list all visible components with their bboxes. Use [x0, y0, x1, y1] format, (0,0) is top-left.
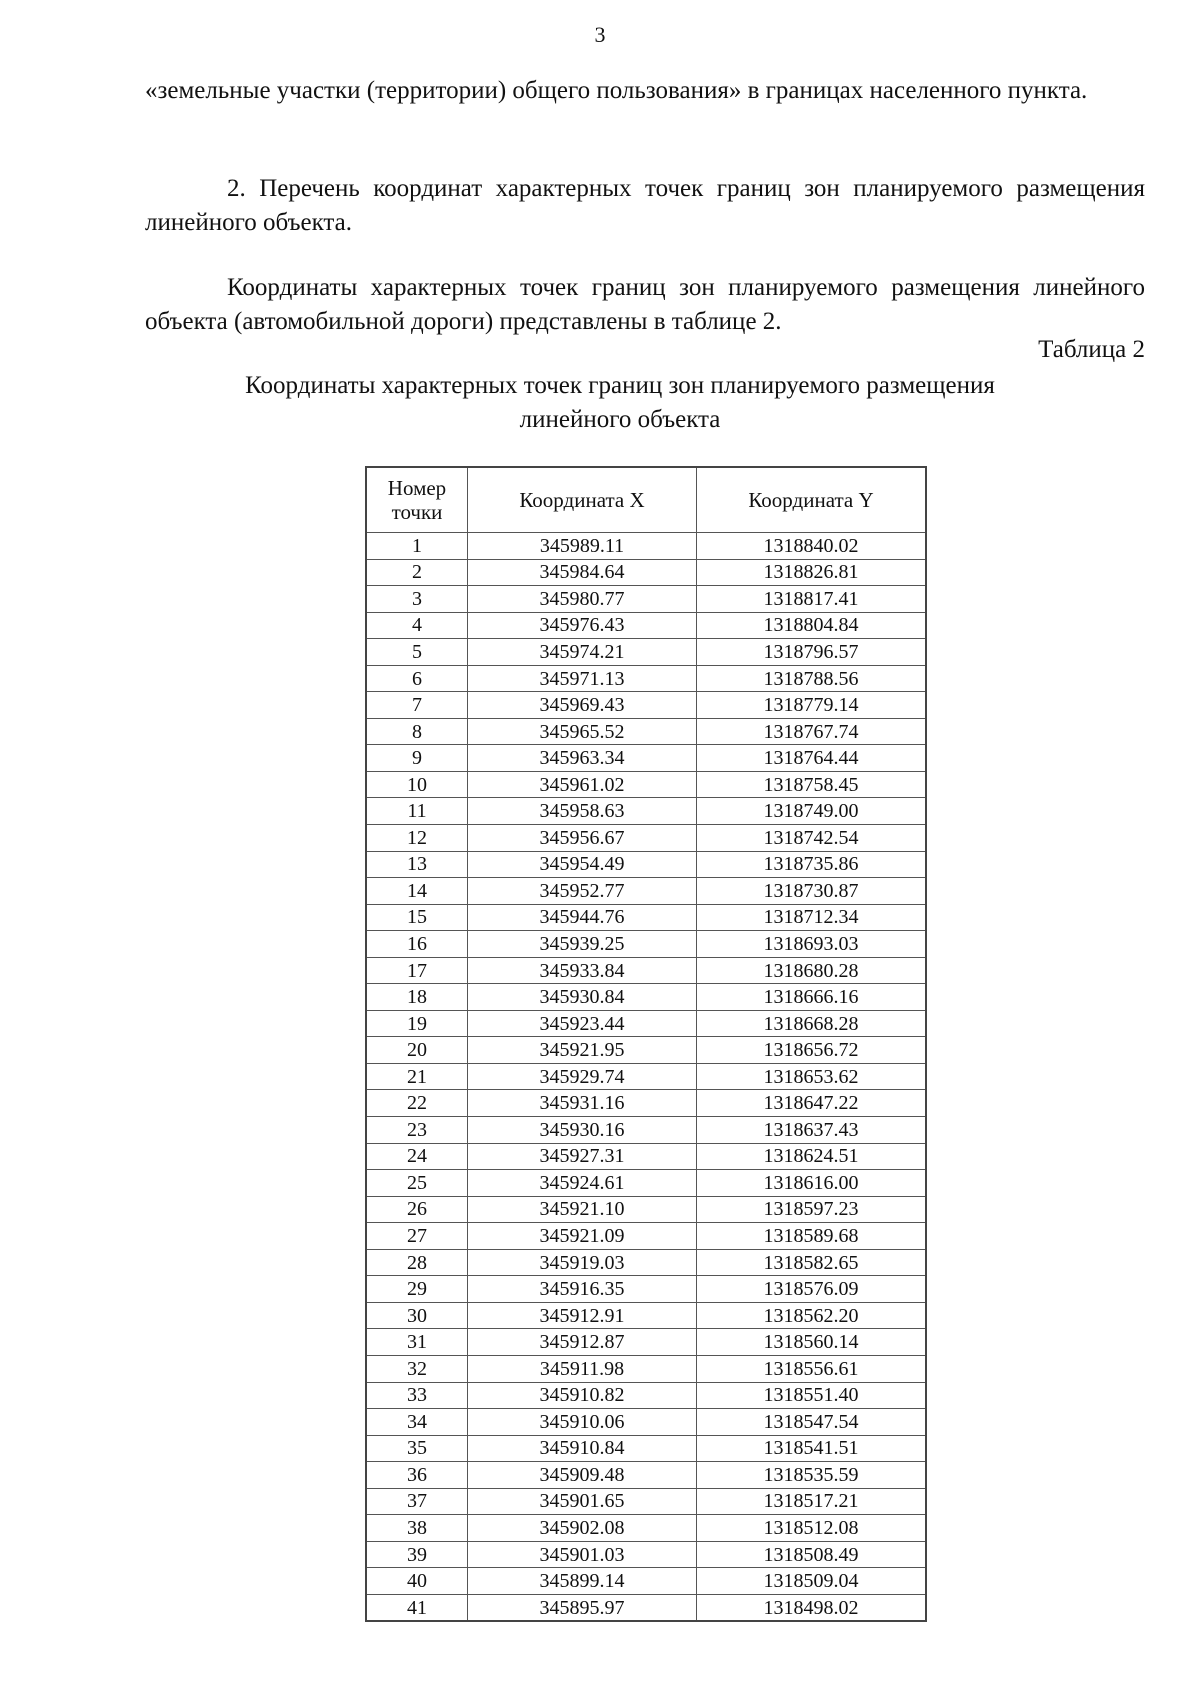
table-row — [366, 771, 926, 798]
cell-coord-x: 345899.14 — [468, 1568, 697, 1595]
cell-point-number: 16 — [366, 931, 468, 958]
table-title: Координаты характерных точек границ зон планируемого размещения линейного объекта — [245, 372, 995, 433]
cell-coord-x: 345952.77 — [468, 878, 697, 905]
cell-point-number: 26 — [366, 1196, 468, 1223]
cell-coord-y: 1318788.56 — [697, 665, 927, 692]
table-row — [366, 1515, 926, 1542]
cell-coord-x: 345923.44 — [468, 1010, 697, 1037]
cell-coord-x: 345910.84 — [468, 1435, 697, 1462]
cell-coord-x: 345944.76 — [468, 904, 697, 931]
cell-coord-x: 345965.52 — [468, 718, 697, 745]
cell-point-number: 11 — [366, 798, 468, 825]
table-row — [366, 1355, 926, 1382]
table-row — [366, 1594, 926, 1621]
cell-coord-x: 345971.13 — [468, 665, 697, 692]
cell-coord-x: 345921.10 — [468, 1196, 697, 1223]
cell-point-number: 13 — [366, 851, 468, 878]
cell-point-number: 8 — [366, 718, 468, 745]
cell-coord-y: 1318817.41 — [697, 586, 927, 613]
cell-coord-x: 345974.21 — [468, 639, 697, 666]
cell-coord-x: 345924.61 — [468, 1170, 697, 1197]
cell-coord-x: 345958.63 — [468, 798, 697, 825]
cell-point-number: 34 — [366, 1409, 468, 1436]
table-row — [366, 692, 926, 719]
cell-point-number: 19 — [366, 1010, 468, 1037]
cell-coord-y: 1318749.00 — [697, 798, 927, 825]
cell-point-number: 17 — [366, 957, 468, 984]
cell-coord-x: 345939.25 — [468, 931, 697, 958]
cell-coord-y: 1318656.72 — [697, 1037, 927, 1064]
cell-point-number: 23 — [366, 1117, 468, 1144]
cell-coord-x: 345911.98 — [468, 1355, 697, 1382]
table-row — [366, 957, 926, 984]
cell-point-number: 7 — [366, 692, 468, 719]
table-row — [366, 931, 926, 958]
cell-point-number: 35 — [366, 1435, 468, 1462]
cell-coord-x: 345956.67 — [468, 825, 697, 852]
cell-point-number: 12 — [366, 825, 468, 852]
cell-coord-y: 1318647.22 — [697, 1090, 927, 1117]
cell-coord-y: 1318804.84 — [697, 612, 927, 639]
table-row — [366, 718, 926, 745]
cell-point-number: 40 — [366, 1568, 468, 1595]
cell-point-number: 39 — [366, 1541, 468, 1568]
table-row — [366, 904, 926, 931]
table-row — [366, 1382, 926, 1409]
table-row — [366, 1117, 926, 1144]
table-row — [366, 1196, 926, 1223]
table-row — [366, 1037, 926, 1064]
table-row — [366, 798, 926, 825]
cell-coord-y: 1318582.65 — [697, 1249, 927, 1276]
table-row — [366, 612, 926, 639]
cell-coord-y: 1318562.20 — [697, 1302, 927, 1329]
cell-coord-y: 1318668.28 — [697, 1010, 927, 1037]
table-row — [366, 1462, 926, 1489]
cell-point-number: 20 — [366, 1037, 468, 1064]
cell-coord-y: 1318779.14 — [697, 692, 927, 719]
cell-coord-x: 345984.64 — [468, 559, 697, 586]
header-point-number: Номер точки — [366, 467, 468, 533]
cell-coord-x: 345930.16 — [468, 1117, 697, 1144]
cell-coord-x: 345963.34 — [468, 745, 697, 772]
cell-coord-x: 345954.49 — [468, 851, 697, 878]
cell-point-number: 18 — [366, 984, 468, 1011]
cell-coord-y: 1318764.44 — [697, 745, 927, 772]
cell-coord-x: 345919.03 — [468, 1249, 697, 1276]
cell-coord-x: 345927.31 — [468, 1143, 697, 1170]
cell-coord-x: 345909.48 — [468, 1462, 697, 1489]
cell-point-number: 15 — [366, 904, 468, 931]
cell-coord-y: 1318826.81 — [697, 559, 927, 586]
cell-point-number: 36 — [366, 1462, 468, 1489]
table-row — [366, 1090, 926, 1117]
cell-coord-x: 345902.08 — [468, 1515, 697, 1542]
table-row — [366, 586, 926, 613]
cell-coord-x: 345980.77 — [468, 586, 697, 613]
cell-point-number: 37 — [366, 1488, 468, 1515]
cell-coord-x: 345912.87 — [468, 1329, 697, 1356]
cell-coord-y: 1318758.45 — [697, 771, 927, 798]
cell-coord-y: 1318541.51 — [697, 1435, 927, 1462]
cell-coord-y: 1318597.23 — [697, 1196, 927, 1223]
cell-coord-x: 345912.91 — [468, 1302, 697, 1329]
cell-coord-y: 1318693.03 — [697, 931, 927, 958]
table-row — [366, 1541, 926, 1568]
cell-coord-y: 1318512.08 — [697, 1515, 927, 1542]
cell-point-number: 4 — [366, 612, 468, 639]
cell-coord-x: 345921.09 — [468, 1223, 697, 1250]
cell-coord-x: 345910.06 — [468, 1409, 697, 1436]
cell-point-number: 31 — [366, 1329, 468, 1356]
cell-point-number: 5 — [366, 639, 468, 666]
cell-coord-y: 1318680.28 — [697, 957, 927, 984]
cell-coord-y: 1318653.62 — [697, 1063, 927, 1090]
cell-coord-x: 345931.16 — [468, 1090, 697, 1117]
cell-coord-y: 1318589.68 — [697, 1223, 927, 1250]
cell-coord-x: 345976.43 — [468, 612, 697, 639]
coordinates-table — [365, 466, 927, 1622]
table-row — [366, 984, 926, 1011]
table-row — [366, 1488, 926, 1515]
cell-coord-y: 1318624.51 — [697, 1143, 927, 1170]
cell-coord-x: 345969.43 — [468, 692, 697, 719]
cell-coord-y: 1318576.09 — [697, 1276, 927, 1303]
table-row — [366, 745, 926, 772]
table-row — [366, 533, 926, 560]
table-row — [366, 1143, 926, 1170]
cell-point-number: 2 — [366, 559, 468, 586]
table-row — [366, 1276, 926, 1303]
cell-point-number: 10 — [366, 771, 468, 798]
cell-point-number: 29 — [366, 1276, 468, 1303]
table-row — [366, 878, 926, 905]
cell-point-number: 14 — [366, 878, 468, 905]
cell-point-number: 30 — [366, 1302, 468, 1329]
cell-coord-x: 345961.02 — [468, 771, 697, 798]
cell-coord-y: 1318796.57 — [697, 639, 927, 666]
cell-coord-x: 345989.11 — [468, 533, 697, 560]
cell-coord-y: 1318840.02 — [697, 533, 927, 560]
cell-point-number: 28 — [366, 1249, 468, 1276]
paragraph-intro: «земельные участки (территории) общего пользования» в границах населенного пункта. — [145, 77, 1088, 104]
cell-coord-y: 1318767.74 — [697, 718, 927, 745]
table-row — [366, 1010, 926, 1037]
cell-point-number: 41 — [366, 1594, 468, 1621]
cell-point-number: 3 — [366, 586, 468, 613]
table-row — [366, 851, 926, 878]
table-row — [366, 1063, 926, 1090]
table-row — [366, 1249, 926, 1276]
paragraph-description: Координаты характерных точек границ зон планируемого размещения линейного объекта (автомобильной дороги) представлены в таблице 2. — [145, 274, 1145, 335]
table-row — [366, 1302, 926, 1329]
cell-coord-y: 1318508.49 — [697, 1541, 927, 1568]
table-row — [366, 639, 926, 666]
cell-coord-x: 345901.03 — [468, 1541, 697, 1568]
cell-coord-y: 1318637.43 — [697, 1117, 927, 1144]
section-heading: 2. Перечень координат характерных точек границ зон планируемого размещения линейного объекта. — [145, 175, 1145, 236]
cell-coord-y: 1318712.34 — [697, 904, 927, 931]
cell-point-number: 22 — [366, 1090, 468, 1117]
cell-coord-y: 1318730.87 — [697, 878, 927, 905]
table-row — [366, 1170, 926, 1197]
cell-point-number: 33 — [366, 1382, 468, 1409]
cell-coord-x: 345921.95 — [468, 1037, 697, 1064]
header-coord-x: Координата X — [468, 467, 697, 533]
cell-coord-x: 345895.97 — [468, 1594, 697, 1621]
page-number: 3 — [594, 22, 606, 47]
table-row — [366, 1409, 926, 1436]
table-row — [366, 1329, 926, 1356]
cell-coord-y: 1318735.86 — [697, 851, 927, 878]
table-row — [366, 825, 926, 852]
cell-coord-x: 345901.65 — [468, 1488, 697, 1515]
cell-coord-x: 345916.35 — [468, 1276, 697, 1303]
table-row — [366, 1223, 926, 1250]
cell-point-number: 27 — [366, 1223, 468, 1250]
cell-point-number: 38 — [366, 1515, 468, 1542]
table-label: Таблица 2 — [1038, 336, 1145, 363]
cell-coord-y: 1318616.00 — [697, 1170, 927, 1197]
cell-point-number: 24 — [366, 1143, 468, 1170]
table-body — [366, 533, 926, 1622]
cell-coord-x: 345929.74 — [468, 1063, 697, 1090]
table-row — [366, 1568, 926, 1595]
cell-coord-y: 1318498.02 — [697, 1594, 927, 1621]
header-coord-y: Координата Y — [697, 467, 927, 533]
cell-coord-y: 1318547.54 — [697, 1409, 927, 1436]
table-row — [366, 665, 926, 692]
cell-point-number: 21 — [366, 1063, 468, 1090]
cell-coord-y: 1318742.54 — [697, 825, 927, 852]
cell-coord-x: 345933.84 — [468, 957, 697, 984]
table-header-row — [366, 467, 926, 533]
cell-coord-y: 1318517.21 — [697, 1488, 927, 1515]
cell-point-number: 6 — [366, 665, 468, 692]
cell-coord-y: 1318509.04 — [697, 1568, 927, 1595]
cell-point-number: 9 — [366, 745, 468, 772]
cell-coord-y: 1318666.16 — [697, 984, 927, 1011]
cell-coord-x: 345910.82 — [468, 1382, 697, 1409]
table-row — [366, 1435, 926, 1462]
cell-coord-y: 1318535.59 — [697, 1462, 927, 1489]
cell-point-number: 1 — [366, 533, 468, 560]
cell-point-number: 25 — [366, 1170, 468, 1197]
cell-coord-x: 345930.84 — [468, 984, 697, 1011]
table-row — [366, 559, 926, 586]
cell-coord-y: 1318560.14 — [697, 1329, 927, 1356]
cell-coord-y: 1318556.61 — [697, 1355, 927, 1382]
cell-coord-y: 1318551.40 — [697, 1382, 927, 1409]
cell-point-number: 32 — [366, 1355, 468, 1382]
